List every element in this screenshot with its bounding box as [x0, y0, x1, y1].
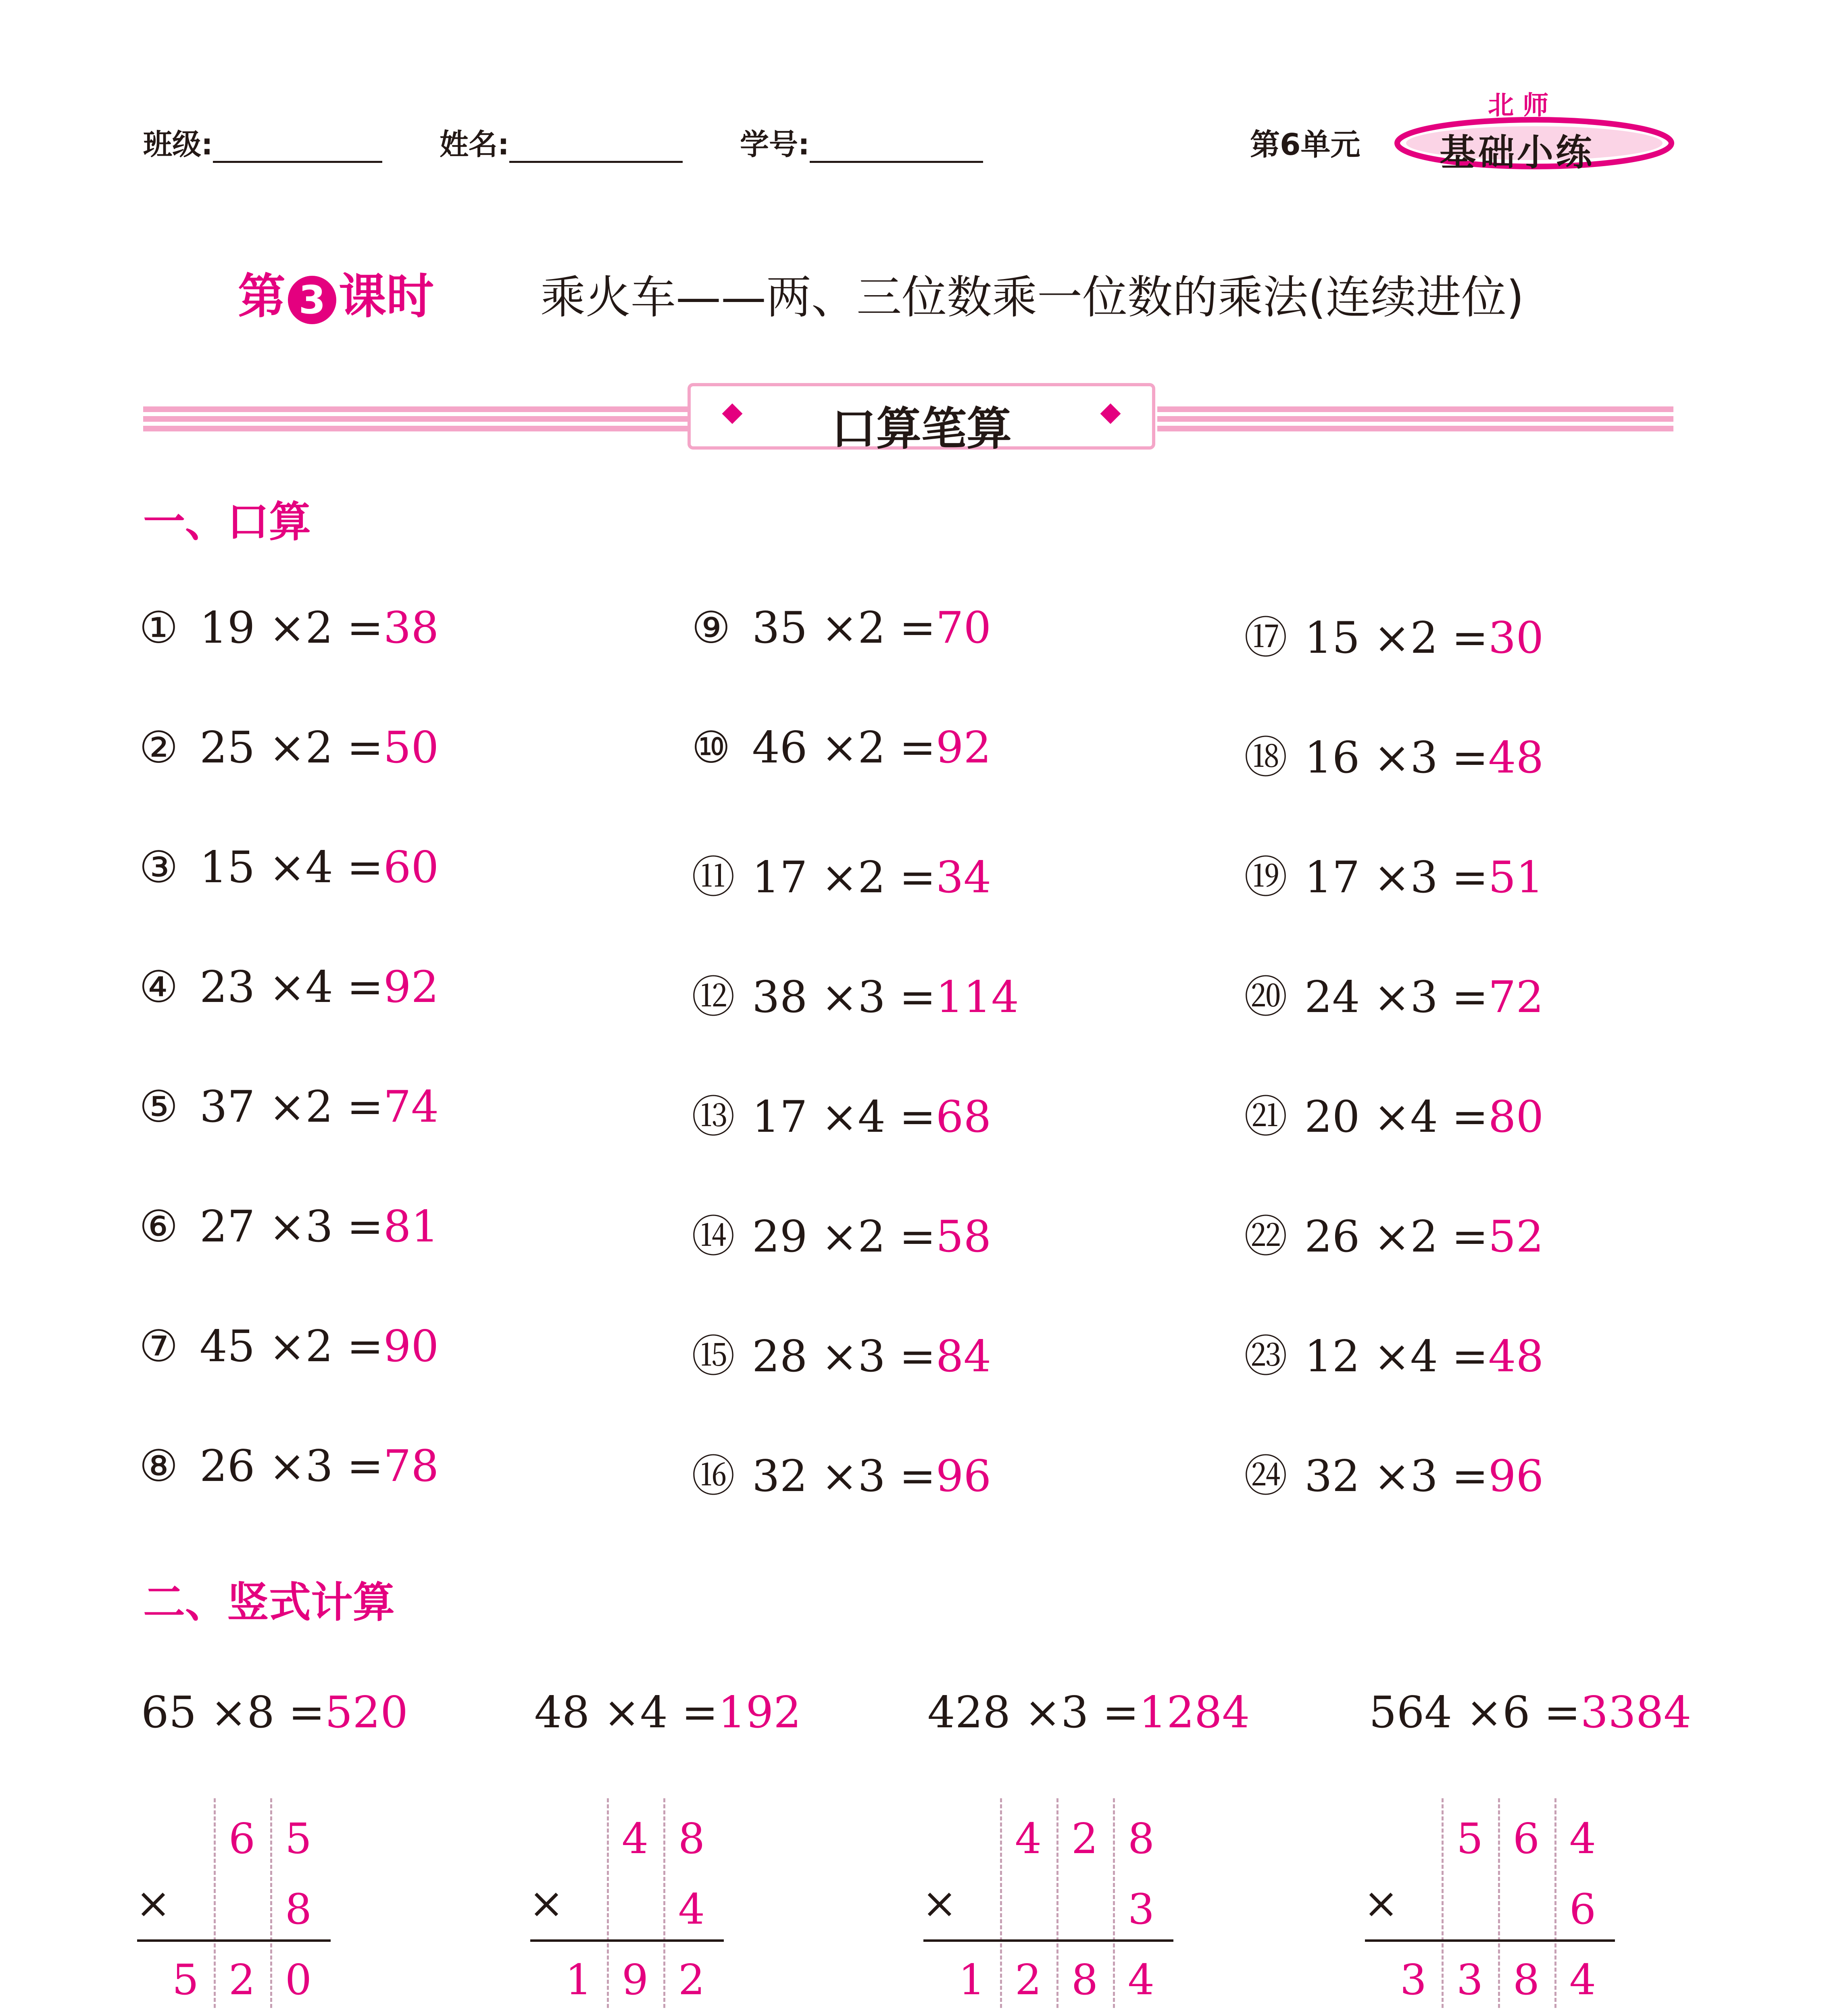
mul-digit: 3 [1127, 1885, 1155, 1934]
answer: 520 [325, 1687, 408, 1738]
vertical-problem-3-equation [927, 1687, 1250, 1738]
mul-digit: 6 [1569, 1885, 1596, 1934]
problem-answer: 48 [1488, 1331, 1544, 1382]
id-field [740, 121, 983, 163]
banner-stripes-right [1157, 406, 1673, 431]
oral-problem [139, 1321, 439, 1372]
res-digit: 2 [1015, 1955, 1042, 2004]
top-digit: 4 [1569, 1814, 1596, 1863]
problem-answer: 58 [936, 1212, 992, 1262]
result-line [530, 1939, 724, 1942]
oral-problem [692, 1441, 991, 1504]
problem-expression: 35 ×2 = [752, 603, 936, 653]
problem-number: ⑬ [692, 1092, 735, 1142]
problem-expression: 28 ×3 = [752, 1331, 936, 1382]
problem-expression: 27 ×3 = [200, 1202, 383, 1252]
problem-number: ㉒ [1244, 1212, 1288, 1262]
section-vertical-title: 二、竖式计算 [143, 1578, 395, 1627]
brand-name: 基础小练 [1440, 131, 1594, 174]
oral-problem [692, 603, 991, 653]
answer: 3384 [1580, 1687, 1692, 1738]
problem-expression: 15 ×2 = [1304, 613, 1488, 663]
problem-number: ⑥ [139, 1202, 178, 1252]
problem-number: ③ [139, 842, 178, 893]
top-digit: 4 [621, 1814, 649, 1863]
problem-answer: 92 [936, 723, 992, 773]
lesson-number-badge: 3 [288, 276, 336, 324]
id-label: 学号: [740, 127, 810, 161]
problem-number: ⑰ [1244, 613, 1288, 663]
problem-expression: 37 ×2 = [200, 1082, 383, 1132]
problem-expression: 15 ×4 = [200, 842, 383, 893]
problem-expression: 12 ×4 = [1304, 1331, 1488, 1382]
problem-expression: 24 ×3 = [1304, 972, 1488, 1023]
problem-answer: 84 [936, 1331, 992, 1382]
problem-answer: 51 [1488, 852, 1544, 903]
vertical-layout-1 [135, 1798, 375, 2016]
problem-expression: 17 ×2 = [752, 852, 936, 903]
res-digit: 0 [285, 1955, 312, 2004]
problem-answer: 50 [383, 723, 439, 773]
class-field [143, 121, 382, 163]
page-title: 乘火车——两、三位数乘一位数的乘法(连续进位) [540, 271, 1524, 324]
problem-expression: 16 ×3 = [1304, 733, 1488, 783]
res-digit: 2 [678, 1955, 705, 2004]
times-sign: × [529, 1879, 564, 1928]
problem-expression: 32 ×3 = [1304, 1451, 1488, 1502]
problem-number: ⑯ [692, 1451, 735, 1502]
problem-expression: 17 ×4 = [752, 1092, 936, 1142]
problem-number: ⑳ [1244, 972, 1288, 1023]
result-line [1365, 1939, 1615, 1942]
name-field [440, 121, 683, 163]
top-digit: 8 [1127, 1814, 1155, 1863]
problem-number: ⑱ [1244, 733, 1288, 783]
name-blank[interactable] [509, 133, 683, 163]
problem-answer: 92 [383, 962, 439, 1012]
problem-number: ② [139, 723, 178, 773]
top-digit: 4 [1015, 1814, 1042, 1863]
problem-number: ⑦ [139, 1321, 178, 1372]
problem-answer: 48 [1488, 733, 1544, 783]
equation: 564 ×6 = [1369, 1687, 1581, 1738]
problem-expression: 25 ×2 = [200, 723, 383, 773]
oral-problem [692, 1082, 991, 1144]
problem-expression: 26 ×3 = [200, 1441, 383, 1491]
result-line [923, 1939, 1173, 1942]
problem-answer: 52 [1488, 1212, 1544, 1262]
lesson-prefix: 第 [238, 269, 286, 324]
oral-problem [692, 723, 991, 773]
vertical-problem-2-equation [534, 1687, 801, 1738]
oral-problem [692, 1321, 991, 1384]
res-digit: 8 [1513, 1955, 1540, 2004]
mul-digit: 4 [678, 1885, 705, 1934]
problem-answer: 30 [1488, 613, 1544, 663]
equation: 65 ×8 = [141, 1687, 325, 1738]
oral-problem [139, 1202, 439, 1252]
problem-answer: 70 [936, 603, 992, 653]
res-digit: 9 [621, 1955, 649, 2004]
result-line [137, 1939, 331, 1942]
problem-number: ㉑ [1244, 1092, 1288, 1142]
problem-expression: 38 ×3 = [752, 972, 936, 1023]
problem-answer: 90 [383, 1321, 439, 1372]
problem-answer: 81 [383, 1202, 439, 1252]
problem-expression: 26 ×2 = [1304, 1212, 1488, 1262]
res-digit: 4 [1569, 1955, 1596, 2004]
problem-expression: 46 ×2 = [752, 723, 936, 773]
answer: 192 [718, 1687, 801, 1738]
problem-number: ④ [139, 962, 178, 1012]
id-blank[interactable] [810, 133, 983, 163]
problem-answer: 96 [936, 1451, 992, 1502]
equation: 428 ×3 = [927, 1687, 1139, 1738]
vertical-layout-4 [1363, 1798, 1659, 2016]
brand-top: 北 师 [1488, 91, 1549, 121]
problem-answer: 96 [1488, 1451, 1544, 1502]
oral-problem [1244, 842, 1544, 905]
name-label: 姓名: [440, 127, 509, 161]
problem-number: ⑪ [692, 852, 735, 903]
problem-answer: 72 [1488, 972, 1544, 1023]
top-digit: 6 [1513, 1814, 1540, 1863]
vertical-problem-4-equation [1369, 1687, 1691, 1738]
res-digit: 3 [1456, 1955, 1483, 2004]
class-blank[interactable] [213, 133, 382, 163]
problem-number: ⑫ [692, 972, 735, 1023]
oral-problem [1244, 1202, 1544, 1264]
res-digit: 4 [1127, 1955, 1155, 2004]
problem-number: ① [139, 603, 178, 653]
res-digit: 1 [565, 1955, 592, 2004]
oral-problem [692, 962, 1019, 1025]
oral-problem [1244, 962, 1544, 1025]
banner-label: 口算笔算 [831, 403, 1012, 455]
oral-problem [139, 603, 439, 653]
oral-problem [1244, 1441, 1544, 1504]
answer: 1284 [1139, 1687, 1250, 1738]
oral-problem [1244, 1321, 1544, 1384]
res-digit: 1 [958, 1955, 986, 2004]
problem-number: ⑭ [692, 1212, 735, 1262]
brand-logo [1387, 85, 1677, 173]
problem-answer: 80 [1488, 1092, 1544, 1142]
oral-problem [1244, 1082, 1544, 1144]
res-digit: 2 [228, 1955, 256, 2004]
section-oral-title: 一、口算 [143, 497, 311, 546]
problem-number: ㉓ [1244, 1331, 1288, 1382]
oral-problem [1244, 603, 1544, 665]
top-digit: 8 [678, 1814, 705, 1863]
problem-number: ⑨ [692, 603, 731, 653]
res-digit: 3 [1400, 1955, 1427, 2004]
problem-expression: 45 ×2 = [200, 1321, 383, 1372]
problem-number: ⑩ [692, 723, 731, 773]
mul-digit: 8 [285, 1885, 312, 1934]
banner-box [688, 383, 1155, 455]
problem-answer: 34 [936, 852, 992, 903]
times-sign: × [922, 1879, 957, 1928]
class-label: 班级: [143, 127, 213, 161]
problem-answer: 78 [383, 1441, 439, 1491]
res-digit: 8 [1071, 1955, 1098, 2004]
problem-answer: 68 [936, 1092, 992, 1142]
vertical-layout-3 [922, 1798, 1218, 2016]
oral-problem [139, 1441, 439, 1491]
top-digit: 5 [1456, 1814, 1483, 1863]
problem-answer: 38 [383, 603, 439, 653]
oral-problem [692, 1202, 991, 1264]
problem-expression: 32 ×3 = [752, 1451, 936, 1502]
problem-expression: 17 ×3 = [1304, 852, 1488, 903]
oral-problem [139, 962, 439, 1012]
vertical-problem-1-equation [141, 1687, 408, 1738]
problem-number: ㉔ [1244, 1451, 1288, 1502]
lesson-suffix: 课时 [339, 269, 434, 324]
top-digit: 2 [1071, 1814, 1098, 1863]
problem-number: ⑧ [139, 1441, 178, 1491]
equation: 48 ×4 = [534, 1687, 718, 1738]
times-sign: × [1363, 1879, 1399, 1928]
top-digit: 6 [228, 1814, 256, 1863]
oral-problem [1244, 723, 1544, 785]
times-sign: × [135, 1879, 171, 1928]
banner-stripes-left [143, 406, 688, 431]
problem-answer: 60 [383, 842, 439, 893]
top-digit: 5 [285, 1814, 312, 1863]
problem-number: ⑲ [1244, 852, 1288, 903]
oral-problem [139, 723, 439, 773]
problem-expression: 19 ×2 = [200, 603, 383, 653]
problem-expression: 29 ×2 = [752, 1212, 936, 1262]
res-digit: 5 [172, 1955, 199, 2004]
oral-problem [692, 842, 991, 905]
problem-answer: 74 [383, 1082, 439, 1132]
problem-number: ⑮ [692, 1331, 735, 1382]
unit-label: 第6单元 [1250, 127, 1361, 162]
problem-answer: 114 [936, 972, 1019, 1023]
problem-expression: 23 ×4 = [200, 962, 383, 1012]
problem-expression: 20 ×4 = [1304, 1092, 1488, 1142]
vertical-layout-2 [529, 1798, 768, 2016]
lesson-title [238, 258, 434, 327]
oral-problem [139, 842, 439, 893]
problem-number: ⑤ [139, 1082, 178, 1132]
oral-problem [139, 1082, 439, 1132]
